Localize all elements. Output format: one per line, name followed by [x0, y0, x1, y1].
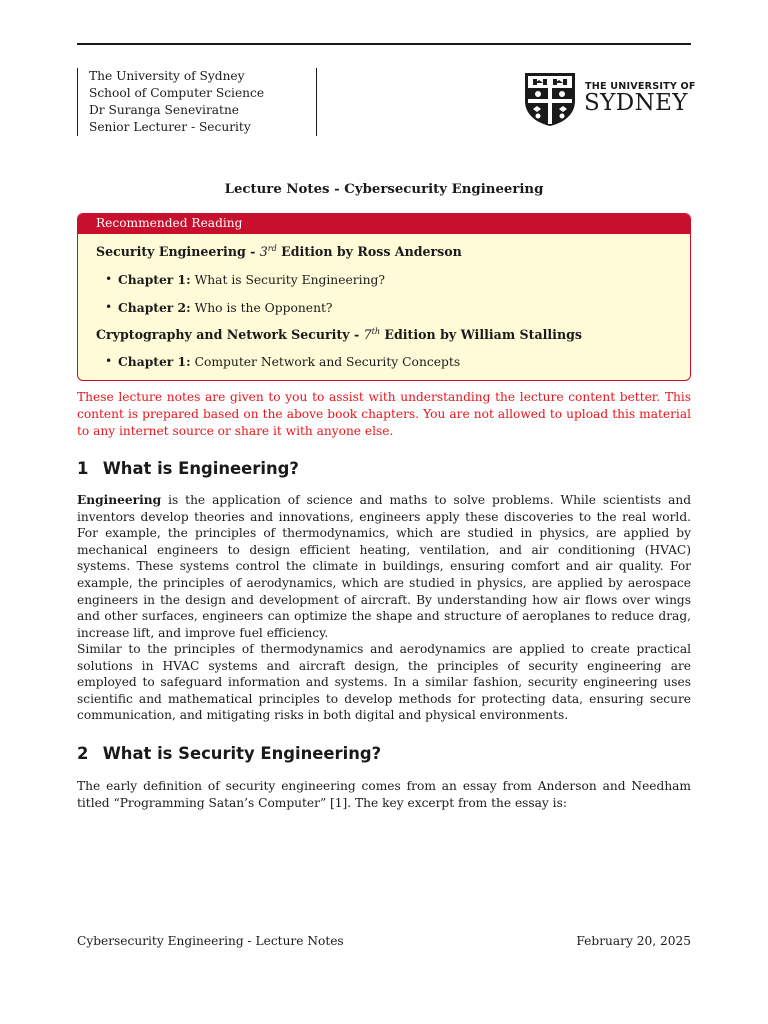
- section-number: 2: [77, 744, 89, 763]
- book2-author: Edition by William Stallings: [379, 327, 583, 343]
- section-heading-1: [77, 459, 299, 478]
- paragraph-security-analogy: Similar to the principles of thermodynamics and aerodynamics are applied to create practical solutions in HVAC systems and aircraft design, the principles of security engineering are employed to safeguard information and systems. In a similar fashion, security engineering uses scientific and mathematical principles to develop methods for protecting data, ensuring secure communication, and mitigating risks in both digital and physical environments.: [77, 642, 691, 723]
- section-heading-2: [77, 744, 381, 763]
- book2-title-text: Cryptography and Network Security -: [96, 327, 364, 343]
- book2-edition-suffix: th: [371, 327, 380, 336]
- paragraph-security-definition: The early definition of security engineering comes from an essay from Anderson and Needham titled “Programming Satan’s Computer” [1]. The key excerpt from the essay is:: [77, 779, 691, 810]
- bullet-icon: •: [105, 354, 113, 368]
- list-item-book1-chapter2: [105, 300, 333, 315]
- header-affiliation: [77, 68, 317, 136]
- book1-author: Edition by Ross Anderson: [276, 244, 462, 260]
- list-item-book2-chapter1: [105, 354, 461, 369]
- document-page: [77, 0, 696, 1024]
- bullet-icon: •: [105, 300, 113, 314]
- book-title-security-engineering: [96, 244, 462, 259]
- university-crest-icon: [523, 71, 577, 127]
- section-title: What is Security Engineering?: [102, 744, 382, 763]
- header-line-school: School of Computer Science: [89, 86, 265, 100]
- chapter-text: Computer Network and Security Concepts: [194, 355, 461, 369]
- book2-edition-number: 7: [363, 327, 372, 343]
- document-title: Lecture Notes - Cybersecurity Engineering: [224, 182, 544, 197]
- footer-date: February 20, 2025: [576, 934, 691, 948]
- logo-text-university-of: THE UNIVERSITY OF: [585, 81, 696, 92]
- bullet-icon: •: [105, 272, 113, 286]
- chapter-label: Chapter 1:: [118, 272, 191, 287]
- top-rule: [77, 43, 691, 45]
- book-title-cryptography: [96, 327, 582, 342]
- book1-title-text: Security Engineering -: [96, 244, 260, 260]
- chapter-label: Chapter 2:: [118, 300, 191, 315]
- book1-edition-number: 3: [259, 244, 268, 260]
- book1-edition-suffix: rd: [267, 244, 277, 253]
- list-item-book1-chapter1: [105, 272, 385, 287]
- logo-text-sydney: SYDNEY: [584, 90, 688, 116]
- chapter-text: Who is the Opponent?: [194, 301, 333, 315]
- term-engineering: Engineering: [77, 493, 162, 507]
- section-title: What is Engineering?: [102, 459, 299, 478]
- footer-course-name: Cybersecurity Engineering - Lecture Notes: [77, 934, 344, 948]
- header-line-university: The University of Sydney: [89, 69, 245, 83]
- chapter-text: What is Security Engineering?: [194, 273, 385, 287]
- recommended-reading-heading: Recommended Reading: [78, 214, 690, 234]
- header-line-role: Senior Lecturer - Security: [89, 120, 251, 134]
- paragraph-text: is the application of science and maths to solve problems. While scientists and inventors develop theories and innovations, engineers apply these discoveries to the real world. For example, the principles of thermodynamics, which are studied in physics, are applied by mechanical engineers to design efficient heating, ventilation, and air conditioning (HVAC) systems. These systems control the climate in buildings, ensuring comfort and air quality. For example, the principles of aerodynamics, which are studied in physics, are applied by aerospace engineers in the design and development of aircraft. By understanding how air flows over wings and other surfaces, engineers can optimize the shape and structure of aeroplanes to reduce drag, increase lift, and improve fuel efficiency.: [77, 493, 691, 640]
- paragraph-engineering-definition: [77, 492, 691, 641]
- section-number: 1: [77, 459, 89, 478]
- chapter-label: Chapter 1:: [118, 354, 191, 369]
- recommended-reading-box: [77, 213, 691, 381]
- university-logo: [523, 71, 696, 129]
- copyright-warning: These lecture notes are given to you to assist with understanding the lecture content better. This content is prepared based on the above book chapters. You are not allowed to upload this material to any internet source or share it with anyone else.: [77, 390, 691, 438]
- header-line-author: Dr Suranga Seneviratne: [89, 103, 240, 117]
